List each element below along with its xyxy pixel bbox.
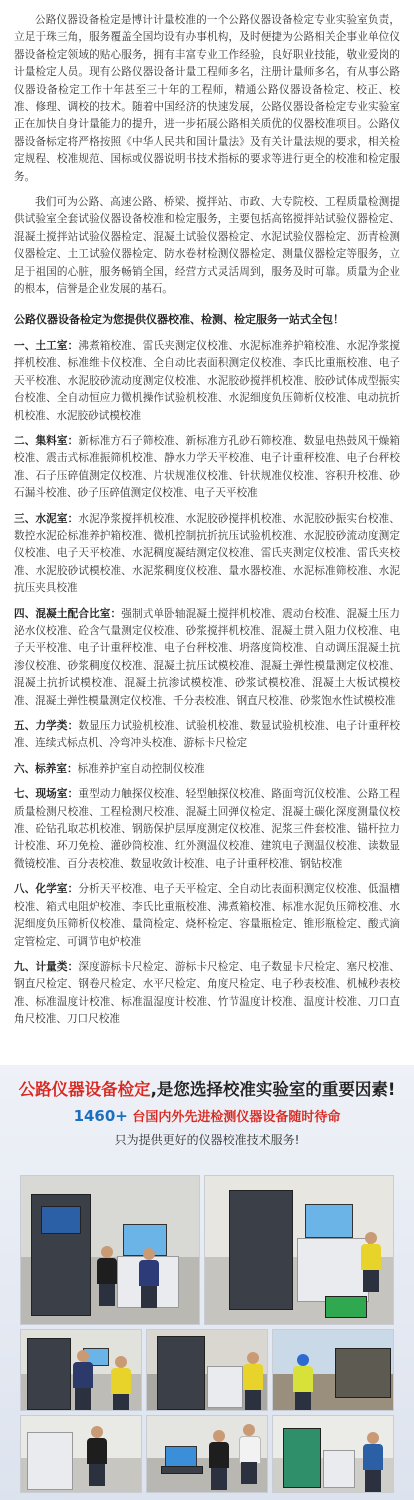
section-title: 五、力学类： — [14, 720, 79, 733]
section-body: 数显压力试验机校准、试验机校准、数显试验机校准、电子计重秤校准、连续式标点机、冷弯冲头校准、游标卡尺检定 — [14, 720, 401, 750]
lab-equipment-photo — [146, 1329, 268, 1411]
banner-subline-1-text: 台国内外先进检测仪器设备随时待命 — [132, 1110, 341, 1125]
compression-machine-photo — [204, 1175, 394, 1325]
section-body: 分析天平校准、电子天平检定、全自动比表面积测定仪校准、低温槽校准、箱式电阻炉校准、李氏比重瓶校准、沸煮箱校准、标准水泥负压筛校准、水泥细度负压筛析仪校准、量筒检定、烧杯检定、容量瓶检定、锥形瓶检定、酸式滴定管检定、可调节电炉校准 — [14, 883, 401, 948]
section-title: 七、现场室： — [14, 788, 79, 801]
section-chemistry-lab — [14, 881, 400, 951]
section-cement-lab — [14, 511, 400, 598]
section-title: 八、化学室： — [14, 883, 79, 896]
section-body: 新标准方石子筛校准、新标准方孔砂石筛校准、数显电热鼓风干燥箱校准、震击式标准振筛机校准、静水力学天平校准、电子计重秤校准、电子台秤校准、石子压碎值测定仪校准、片状规准仪校准、针状规准仪校准、容积升校准、砂石漏斗校准、砂子压碎值测定仪校准、电子天平校准 — [14, 434, 401, 500]
equipment-count: 1460+ — [73, 1107, 128, 1125]
banner-subline-1 — [0, 1107, 414, 1127]
section-title: 三、水泥室： — [14, 512, 79, 525]
banner-headline-rest: ,是您选择校准实验室的重要因素! — [150, 1080, 396, 1099]
section-concrete-mix-lab — [14, 606, 400, 710]
section-field-lab — [14, 786, 400, 873]
photo-collage — [20, 1175, 394, 1493]
testing-machine-photo — [20, 1175, 200, 1325]
section-title: 九、计量类： — [14, 960, 79, 973]
promo-banner — [0, 1065, 414, 1500]
intro-paragraph-1: 公路仪器设备检定是博计计量校准的一个公路仪器设备检定专业实验室负责，立足于珠三角，服务覆盖全国均设有办事机构，及时便捷为公路相关企事业单位仪器设备检定领域的贴心服务，拥有丰富专业工作经验，良好职业技能，敬业爱岗的计量检定人员。现有公路仪器设备计量工程师多名，注册计量师多名，有从事公路仪器设备检定工作十年甚至三十年的工程师，精通公路仪器设备检定、校正、校准、修理、调校的技术。随着中国经济的快速发展，公路仪器设备检定专业实验室正在加快自身计量能力的提升，进一步拓展公路相关质优的仪器校准项目。公路仪器设备标定将严格按照《中华人民共和国计量法》及有关计量法规的要求，相关检定规程、校准规范、国标或仪器说明书技术指标的要求等进行更全的校准和检定服务。 — [14, 14, 400, 183]
section-mechanics — [14, 718, 400, 753]
banner-subline-2: 只为提供更好的仪器校准技术服务! — [114, 1133, 300, 1147]
section-body: 沸煮箱校准、雷氏夹测定仪校准、水泥标准养护箱校准、水泥净浆搅拌机校准、标准维卡仪校准、全自动比表面积测定仪校准、李氏比重瓶校准、电子天平校准、水泥胶砂流动度测定仪校准、水泥胶砂搅拌机校准、胶砂试体成型振实台校准、全自动恒应力微机操作试验机校准、水泥细度负压筛析仪校准、电动抗折机校准、水泥胶砂试模校准 — [14, 339, 401, 422]
laptop-operator-photo — [146, 1415, 268, 1493]
intro-paragraph-2: 我们可为公路、高速公路、桥梁、搅拌站、市政、大专院校、工程质量检测提供试验室全套试验仪器设备校准和检定服务，主要包括高铭搅拌站试验仪器检定、混凝土搅拌站试验仪器检定、混凝土试验仪器检定、水泥试验仪器检定、沥青检测仪器检定、土工试验仪器检定、防水卷材检测仪器检定、测量仪器检定等服务，立足于祖国的心脏，服务畅销全国，经营方式灵活周到，服务及时可靠。质量为企业的根本，信誉是企业发展的基石。 — [14, 196, 400, 296]
section-body: 重型动力触探仪校准、轻型触探仪校准、路面弯沉仪校准、公路工程质量检测尺校准、工程检测尺校准、混凝土回弹仪检定、混凝土碳化深度测量仪校准、砼钻孔取芯机校准、钢筋保护层厚度测定仪校准、泥浆三件套校准、锚杆拉力计校准、环刀免检、灌砂筒校准、红外测温仪校准、建筑电子测温仪校准、读数显微镜校准、百分表校准、数显收敛计校准、电子计重秤校准、钢钻校准 — [14, 788, 401, 870]
service-slogan: 公路仪器设备检定为您提供仪器校准、检测、检定服务一站式全包！ — [14, 312, 344, 326]
banner-headline — [0, 1079, 414, 1101]
worker-photo — [20, 1415, 142, 1493]
section-title: 一、土工室： — [14, 339, 79, 352]
section-body: 深度游标卡尺检定、游标卡尺检定、电子数显卡尺检定、塞尺校准、钢直尺检定、钢卷尺检定、水平尺检定、角度尺检定、电子秒表校准、机械秒表校准、标准温度计校准、标准温湿度计校准、竹节温度计校准、温度计校准、刀口直角尺校准、刀口尺校准 — [14, 960, 401, 1026]
lab-workers-photo — [20, 1329, 142, 1411]
section-soil-lab — [14, 338, 400, 425]
section-body: 标准养护室自动控制仪校准 — [77, 762, 205, 775]
section-title: 六、标养室： — [14, 762, 78, 775]
section-title: 二、集料室： — [14, 434, 79, 447]
section-body: 水泥净浆搅拌机校准、水泥胶砂搅拌机校准、水泥胶砂振实台校准、数控水泥砼标准养护箱校准、微机控制抗折抗压试验机校准、水泥胶砂流动度测定仪校准、电子天平校准、水泥稠度凝结测定仪校准、雷氏夹测定仪校准、雷氏夹校准、水泥胶砂试模校准、水泥浆稠度仪校准、量水器校准、水泥标准筛校准、水泥抗压夹具校准 — [14, 512, 401, 595]
section-body: 强制式单卧轴混凝土搅拌机校准、震动台校准、混凝土压力泌水仪校准、砼含气量测定仪校准、砂浆搅拌机校准、混凝土贯入阻力仪校准、电子天平校准、电子计重秤校准、电子台秤校准、坍落度筒校准、自动调压混凝土抗渗仪校准、砂浆稠度仪校准、混凝土抗压试模校准、混凝土弹性模量测定仪校准、混凝土抗折试模校准、混凝土抗渗试模校准、砂浆试模校准、混凝土大板试模校准、混凝土弹性模量测定仪校准、千分表校准、钢直尺校准、砂浆饱水性试模校准 — [14, 607, 401, 707]
section-curing-room — [14, 761, 400, 778]
banner-headline-highlight: 公路仪器设备检定 — [18, 1080, 151, 1099]
section-title: 四、混凝土配合比室： — [14, 607, 122, 620]
calibration-photo — [272, 1415, 394, 1493]
section-aggregate-lab — [14, 433, 400, 503]
outdoor-site-photo — [272, 1329, 394, 1411]
section-metrology — [14, 959, 400, 1029]
